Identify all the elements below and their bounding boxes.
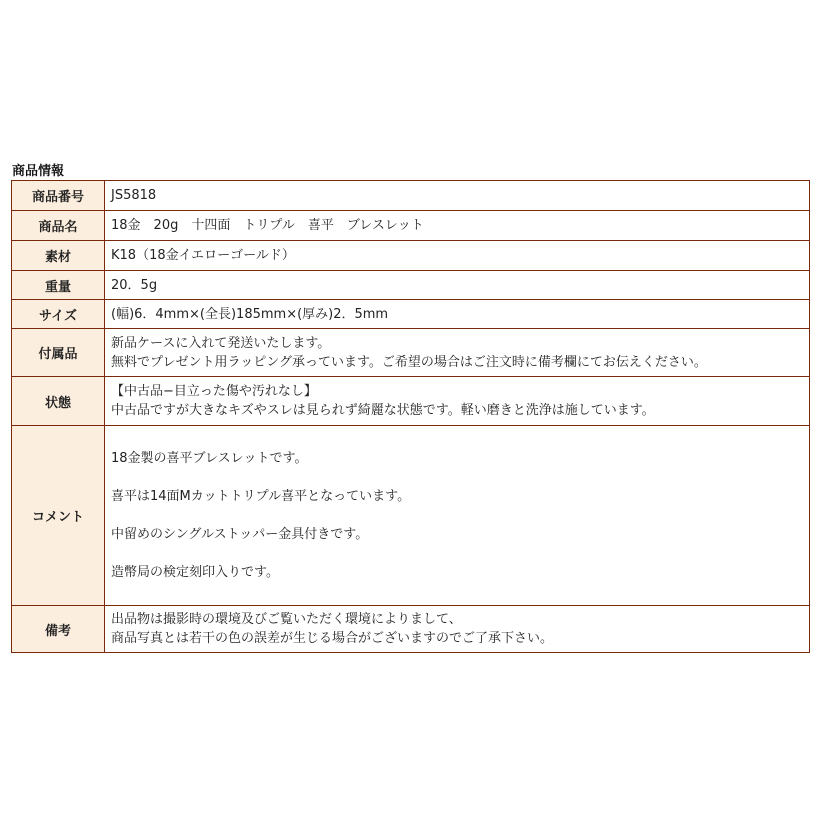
table-row-name xyxy=(12,211,810,241)
row-value: JS5818 xyxy=(105,181,810,211)
table-row-size xyxy=(12,300,810,329)
row-label: 素材 xyxy=(12,241,105,271)
text-line: 出品物は撮影時の環境及びご覧いただく環境によりまして、 xyxy=(111,612,462,627)
row-value xyxy=(105,329,810,377)
text-line: 中古品ですが大きなキズやスレは見られず綺麗な状態です。軽い磨きと洗浄は施しています。 xyxy=(111,403,655,418)
table-row-code xyxy=(12,181,810,211)
row-value: 18金 20g 十四面 トリプル 喜平 ブレスレット xyxy=(105,211,810,241)
table-row-accessories xyxy=(12,329,810,377)
row-value xyxy=(105,426,810,606)
row-value: K18（18金イエローゴールド） xyxy=(105,241,810,271)
row-label: 商品番号 xyxy=(12,181,105,211)
row-value: 20．5g xyxy=(105,271,810,300)
text-line: 【中古品−目立った傷や汚れなし】 xyxy=(111,384,317,399)
section-title: 商品情報 xyxy=(12,164,65,179)
row-label: 重量 xyxy=(12,271,105,300)
row-label: コメント xyxy=(12,426,105,606)
row-value xyxy=(105,377,810,426)
table-row-notes xyxy=(12,606,810,653)
row-label: 状態 xyxy=(12,377,105,426)
text-line: 商品写真とは若干の色の誤差が生じる場合がございますのでご了承下さい。 xyxy=(111,631,554,646)
table-row-condition xyxy=(12,377,810,426)
text-line: 無料でプレゼント用ラッピング承っています。ご希望の場合はご注文時に備考欄にてお伝えください。 xyxy=(111,354,707,370)
row-label: 商品名 xyxy=(12,211,105,241)
table-row-weight xyxy=(12,271,810,300)
row-value: (幅)6．4mm×(全長)185mm×(厚み)2．5mm xyxy=(105,300,810,329)
comment-paragraph: 18金製の喜平ブレスレットです。 xyxy=(111,451,308,466)
row-label: サイズ xyxy=(12,300,105,329)
row-value xyxy=(105,606,810,653)
comment-paragraph: 中留めのシングルストッパー金具付きです。 xyxy=(111,527,369,542)
text-line: 新品ケースに入れて発送いたします。 xyxy=(111,335,331,351)
table-row-comment xyxy=(12,426,810,606)
comment-paragraph: 喜平は14面Mカットトリプル喜平となっています。 xyxy=(111,489,411,504)
row-label: 付属品 xyxy=(12,329,105,377)
comment-paragraph: 造幣局の検定刻印入りです。 xyxy=(111,565,279,580)
row-label: 備考 xyxy=(12,606,105,653)
product-info-table xyxy=(11,180,810,653)
table-row-material xyxy=(12,241,810,271)
